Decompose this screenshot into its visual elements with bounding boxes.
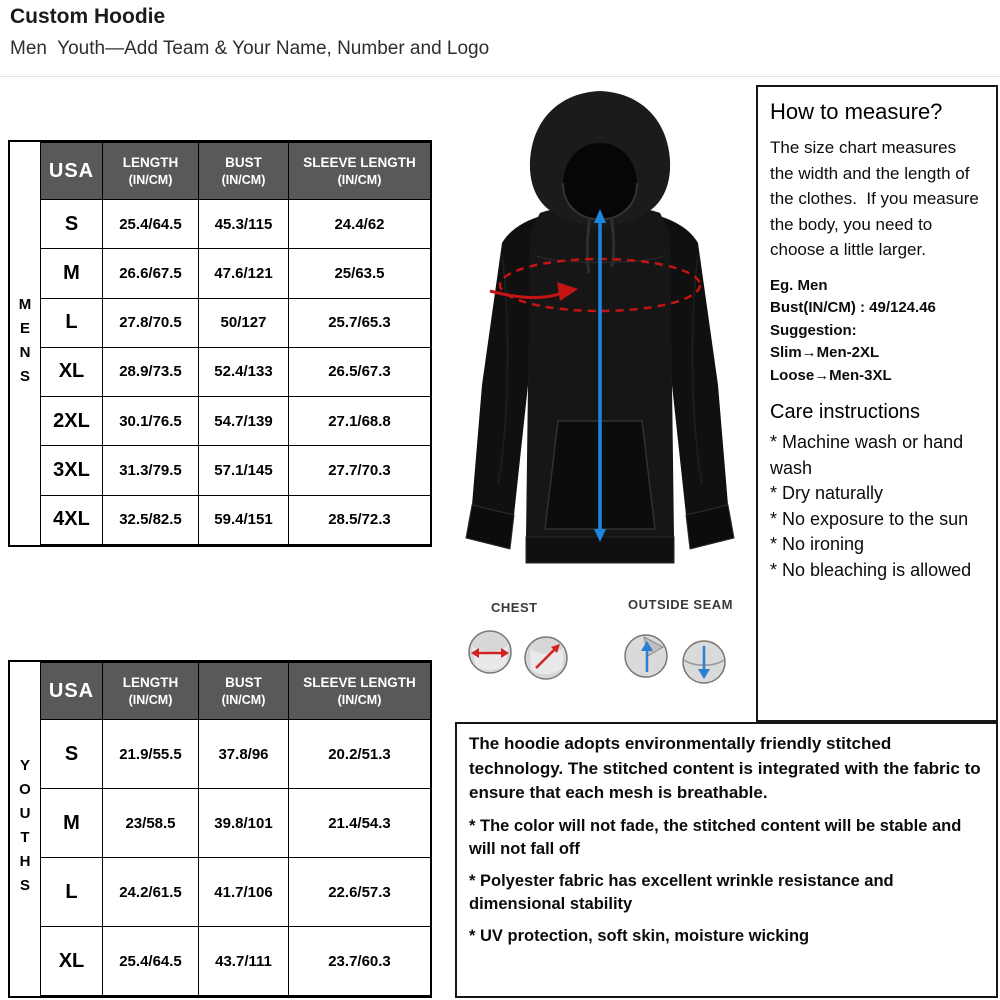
sleeve-cell: 27.7/70.3 bbox=[289, 446, 431, 495]
bust-header-label: BUST bbox=[225, 155, 262, 171]
bust-header-label: BUST bbox=[225, 675, 262, 691]
outside-seam-label: OUTSIDE SEAM bbox=[628, 597, 733, 612]
sleeve-header-cell bbox=[289, 663, 431, 720]
sleeve-header-unit: (IN/CM) bbox=[337, 692, 382, 707]
table-row bbox=[41, 397, 431, 446]
bust-cell: 39.8/101 bbox=[199, 789, 289, 858]
length-cell: 27.8/70.5 bbox=[103, 298, 199, 347]
mens-size-table bbox=[40, 142, 431, 545]
bust-cell: 50/127 bbox=[199, 298, 289, 347]
fabric-feature: * UV protection, soft skin, moisture wicking bbox=[469, 927, 810, 946]
sleeve-header-cell bbox=[289, 143, 431, 200]
sleeve-header-label: SLEEVE LENGTH bbox=[303, 155, 416, 171]
hoodie-product-image bbox=[440, 85, 760, 600]
seam-arrow-down-icon bbox=[680, 638, 728, 686]
table-row bbox=[41, 927, 431, 996]
sleeve-header-unit: (IN/CM) bbox=[337, 172, 382, 187]
measure-heading: How to measure? bbox=[770, 99, 943, 124]
example-line: Suggestion: bbox=[770, 321, 857, 339]
length-header-label: LENGTH bbox=[122, 155, 179, 171]
sleeve-cell: 27.1/68.8 bbox=[289, 397, 431, 446]
table-row bbox=[41, 347, 431, 396]
care-item: * No ironing bbox=[770, 534, 865, 555]
size-cell: L bbox=[41, 858, 103, 927]
care-item: * No bleaching is allowed bbox=[770, 559, 972, 580]
size-cell: XL bbox=[41, 347, 103, 396]
table-row bbox=[41, 495, 431, 544]
length-header-unit: (IN/CM) bbox=[128, 692, 173, 707]
page-subtitle: Men Youth—Add Team & Your Name, Number and Logo bbox=[10, 38, 490, 59]
sizing-example-block bbox=[770, 275, 984, 388]
bust-cell: 47.6/121 bbox=[199, 249, 289, 298]
length-header-cell bbox=[103, 663, 199, 720]
size-cell: S bbox=[41, 720, 103, 789]
sleeve-cell: 22.6/57.3 bbox=[289, 858, 431, 927]
how-to-measure-panel bbox=[756, 85, 998, 722]
bust-cell: 41.7/106 bbox=[199, 858, 289, 927]
size-cell: M bbox=[41, 249, 103, 298]
youth-size-table bbox=[40, 662, 431, 996]
example-line: Bust(IN/CM) : 49/124.46 bbox=[770, 299, 936, 316]
bust-cell: 37.8/96 bbox=[199, 720, 289, 789]
bust-cell: 43.7/111 bbox=[199, 927, 289, 996]
example-line: Slim→Men-2XL bbox=[770, 344, 880, 361]
sleeve-cell: 21.4/54.3 bbox=[289, 789, 431, 858]
length-cell: 21.9/55.5 bbox=[103, 720, 199, 789]
size-cell: 4XL bbox=[41, 495, 103, 544]
fabric-diagonal-arrow-icon bbox=[522, 634, 570, 682]
sleeve-header-label: SLEEVE LENGTH bbox=[303, 675, 416, 691]
youth-header-row bbox=[41, 663, 431, 720]
mens-size-chart bbox=[8, 140, 432, 547]
table-row bbox=[41, 789, 431, 858]
table-row bbox=[41, 720, 431, 789]
usa-header-cell: USA bbox=[41, 663, 103, 720]
table-row bbox=[41, 200, 431, 249]
sleeve-cell: 28.5/72.3 bbox=[289, 495, 431, 544]
fabric-width-arrow-icon bbox=[466, 628, 514, 676]
length-cell: 23/58.5 bbox=[103, 789, 199, 858]
fabric-feature: * The color will not fade, the stitched content will be stable and will not fall off bbox=[469, 816, 962, 859]
size-cell: 2XL bbox=[41, 397, 103, 446]
seam-arrow-up-icon bbox=[622, 632, 670, 680]
header-divider bbox=[0, 76, 1000, 77]
sleeve-cell: 26.5/67.3 bbox=[289, 347, 431, 396]
mens-header-row bbox=[41, 143, 431, 200]
length-cell: 26.6/67.5 bbox=[103, 249, 199, 298]
bust-header-unit: (IN/CM) bbox=[221, 172, 266, 187]
size-cell: XL bbox=[41, 927, 103, 996]
length-header-label: LENGTH bbox=[122, 675, 179, 691]
bust-cell: 52.4/133 bbox=[199, 347, 289, 396]
table-row bbox=[41, 249, 431, 298]
length-header-unit: (IN/CM) bbox=[128, 172, 173, 187]
measure-body-text: The size chart measures the width and the length of the clothes. If you measure the body, you need to choose a little larger. bbox=[770, 138, 984, 259]
length-cell: 28.9/73.5 bbox=[103, 347, 199, 396]
sleeve-cell: 20.2/51.3 bbox=[289, 720, 431, 789]
care-instructions-heading: Care instructions bbox=[770, 401, 921, 423]
length-cell: 24.2/61.5 bbox=[103, 858, 199, 927]
sleeve-cell: 25/63.5 bbox=[289, 249, 431, 298]
fabric-feature: * Polyester fabric has excellent wrinkle resistance and dimensional stability bbox=[469, 872, 894, 914]
table-row bbox=[41, 298, 431, 347]
length-cell: 31.3/79.5 bbox=[103, 446, 199, 495]
length-header-cell bbox=[103, 143, 199, 200]
sleeve-cell: 25.7/65.3 bbox=[289, 298, 431, 347]
bust-cell: 54.7/139 bbox=[199, 397, 289, 446]
bust-cell: 59.4/151 bbox=[199, 495, 289, 544]
sleeve-cell: 23.7/60.3 bbox=[289, 927, 431, 996]
bust-header-cell bbox=[199, 663, 289, 720]
care-item: * No exposure to the sun bbox=[770, 508, 969, 529]
care-item: * Machine wash or hand wash bbox=[770, 432, 964, 478]
example-line: Eg. Men bbox=[770, 276, 828, 294]
bust-header-unit: (IN/CM) bbox=[221, 692, 266, 707]
table-row bbox=[41, 858, 431, 927]
page-title: Custom Hoodie bbox=[10, 5, 166, 28]
size-cell: L bbox=[41, 298, 103, 347]
care-instructions-list bbox=[770, 430, 984, 583]
length-cell: 25.4/64.5 bbox=[103, 200, 199, 249]
youth-group-label: YOUTHS bbox=[16, 757, 34, 901]
chest-label: CHEST bbox=[491, 600, 538, 615]
usa-header-cell: USA bbox=[41, 143, 103, 200]
fabric-intro-text: The hoodie adopts environmentally friendly stitched technology. The stitched content is integrated with the fabric to ensure that each mesh is breathable. bbox=[469, 734, 981, 803]
size-cell: 3XL bbox=[41, 446, 103, 495]
hoodie-illustration bbox=[440, 85, 760, 600]
youth-size-chart bbox=[8, 660, 432, 998]
length-cell: 30.1/76.5 bbox=[103, 397, 199, 446]
bust-cell: 45.3/115 bbox=[199, 200, 289, 249]
bust-cell: 57.1/145 bbox=[199, 446, 289, 495]
length-cell: 32.5/82.5 bbox=[103, 495, 199, 544]
example-line: Loose→Men-3XL bbox=[770, 366, 892, 384]
length-cell: 25.4/64.5 bbox=[103, 927, 199, 996]
sleeve-cell: 24.4/62 bbox=[289, 200, 431, 249]
care-item: * Dry naturally bbox=[770, 483, 884, 504]
size-cell: S bbox=[41, 200, 103, 249]
bust-header-cell bbox=[199, 143, 289, 200]
mens-group-label: MENS bbox=[16, 295, 34, 392]
size-cell: M bbox=[41, 789, 103, 858]
fabric-info-panel bbox=[455, 722, 998, 998]
table-row bbox=[41, 446, 431, 495]
